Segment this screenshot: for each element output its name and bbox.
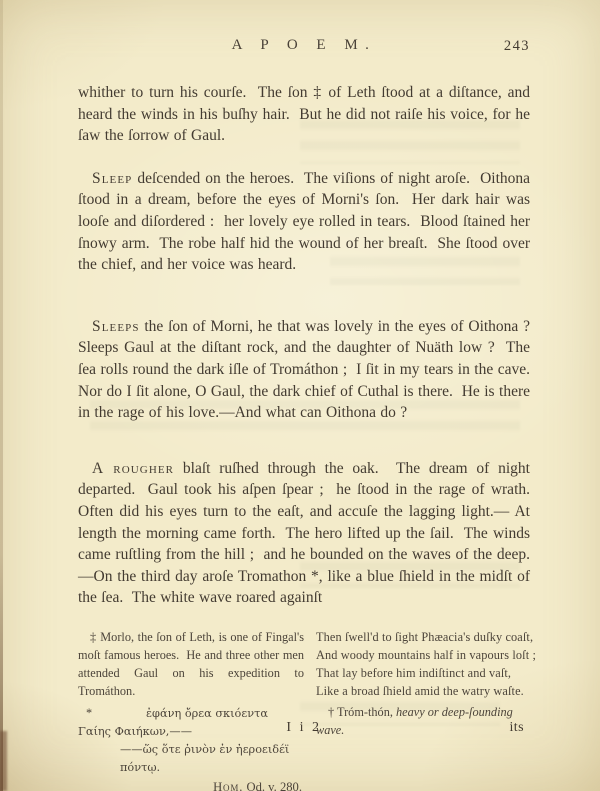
greek-quote-line-3: ——ὥς ὅτε ῥινὸν ἐν ἠεροειδέϊ πόντῳ. xyxy=(120,743,290,775)
scan-edge-left xyxy=(0,0,3,791)
greek-quote-line-2: Γαίης Φαιήκων,—— xyxy=(78,724,192,738)
paragraph-lead-word: Sleeps xyxy=(92,317,140,335)
footnote-column-left xyxy=(78,628,308,791)
paragraph-lead-word: A rougher xyxy=(92,459,175,477)
running-head xyxy=(78,36,530,62)
paragraph xyxy=(78,82,535,147)
paragraph xyxy=(78,458,539,609)
scan-edge-corner xyxy=(0,731,7,791)
citation-author: Hom. xyxy=(213,779,244,791)
page-number: 243 xyxy=(503,38,530,54)
verse-line: Then ſwell'd to ſight Phæacia's duſky coaſt, xyxy=(316,629,534,644)
footnote-tromthon-prefix: † Tróm-thón, xyxy=(328,704,396,719)
footnote-column-right xyxy=(316,628,537,791)
paragraph xyxy=(78,168,535,276)
paragraph-lead-word: Sleep xyxy=(92,169,133,187)
verse-line: And woody mountains half in vapours loſt ; xyxy=(316,648,537,663)
paragraph-text: whither to turn his courſe. The ſon ‡ of Leth ſtood at a diſtance, and heard the winds in his buſhy hair. But he did not raiſe his voice, for he ſaw the ſorrow of Gaul. xyxy=(78,84,535,145)
footnote-morlo: ‡ Morlo, the ſon of Leth, is one of Fingal's moſt famous heroes. He and three other men attended Gaul on his expedition to Tromáthon. xyxy=(78,629,308,699)
page-title: A P O E M. xyxy=(231,37,377,53)
paragraph xyxy=(78,316,539,424)
paragraph-text: the ſon of Morni, he that was lovely in the eyes of Oithona ? Sleeps Gaul at the diſtant rock, and the daughter of Nuäth low ? The ſea rolls round the dark iſle of Tromáthon ; I ſit in my tears in the cave. Nor do I ſit alone, O Gaul, the dark chief of Cuthal is there. He is there in the rage of his love.—And what can Oithona do ? xyxy=(78,317,539,422)
signature-mark: I i 2 xyxy=(286,720,322,735)
catchword: its xyxy=(509,720,524,735)
verse-line: Like a broad ſhield amid the watry waſte. xyxy=(316,684,524,699)
citation-ref: Od. v. 280. xyxy=(243,779,302,791)
verse-line: That lay before him indiſtinct and vaſt, xyxy=(316,666,512,681)
paragraph-text: blaſt ruſhed through the oak. The dream of night departed. Gaul took his aſpen ſpear ; he ſtood in the rage of wrath. Often did his eyes turn to the eaſt, and accuſe the lagging light.— At length the morning came forth. The hero lifted up the ſail. The winds came ruſtling from the hill ; and he bounded on the waves of the deep.—On the third day aroſe Tromathon *, like a blue ſhield in the midſt of the ſea. The white wave roared againſt xyxy=(78,459,539,607)
footnote-tromthon-gloss: heavy or deep-ſounding wave. xyxy=(316,704,513,737)
homer-citation xyxy=(78,778,304,791)
greek-text: ἐφάνη ὄρεα σκιόεντα xyxy=(146,706,268,720)
paragraph-text: deſcended on the heroes. The viſions of night aroſe. Oithona ſtood in a dream, before the eyes of Morni's ſon. Her dark hair was looſe and diſordered : her lovely eye rolled in tears. Blood ſtained her ſnowy arm. The robe half hid the wound of her breaſt. She ſtood over the chief, and her voice was heard. xyxy=(78,169,535,274)
asterisk-footnote-marker: * xyxy=(86,705,93,720)
page-content xyxy=(78,36,539,791)
footnotes xyxy=(78,628,537,791)
body-text xyxy=(78,82,539,609)
